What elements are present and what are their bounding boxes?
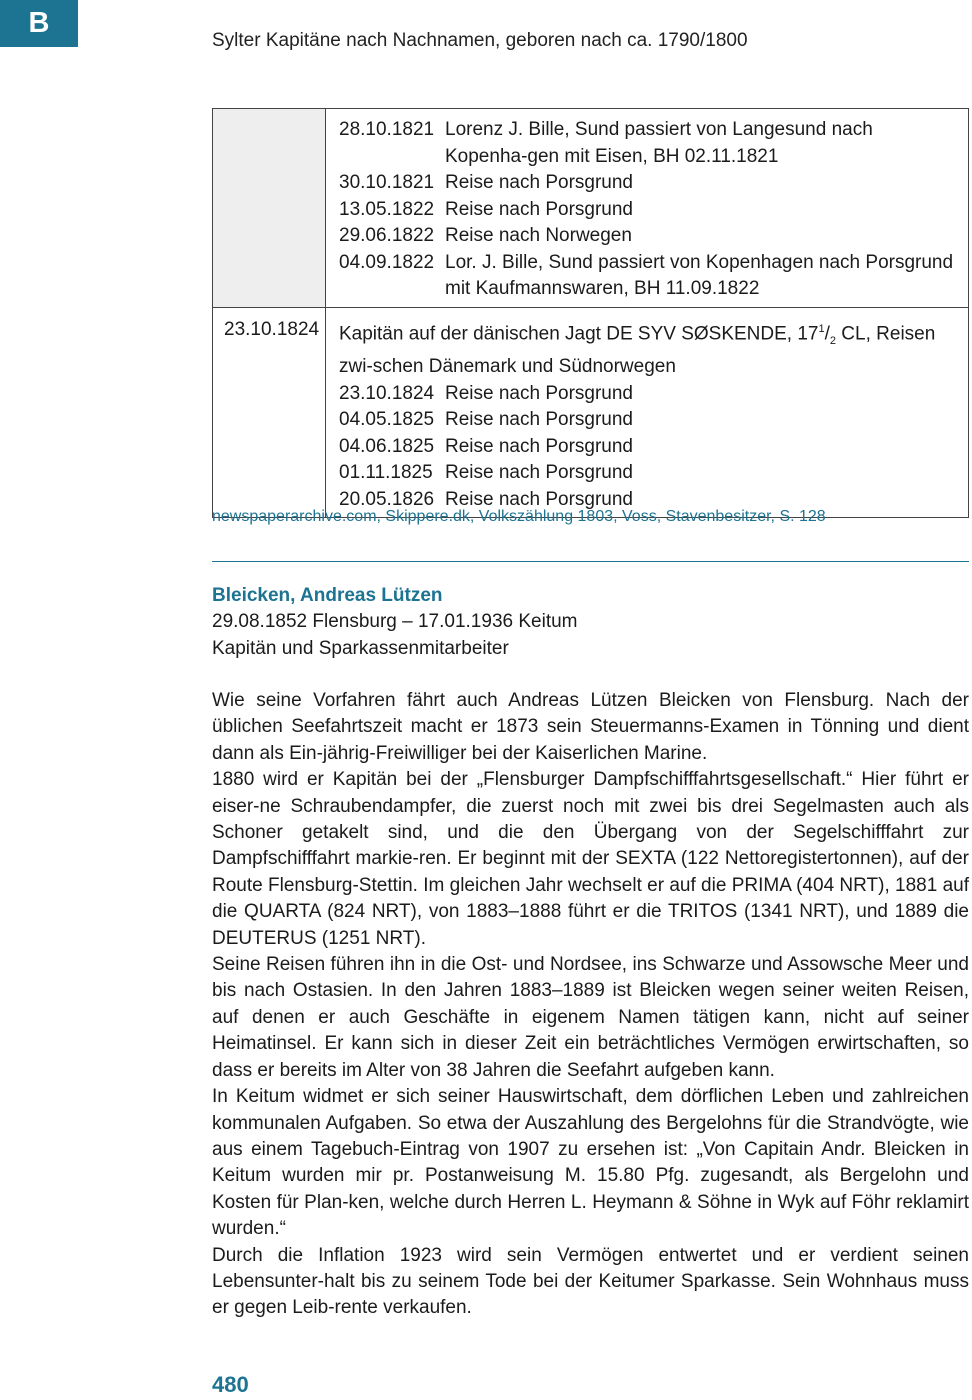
- fraction-slash: /: [824, 322, 830, 344]
- entry-date: 01.11.1825: [339, 462, 433, 484]
- voyage-entry: [339, 250, 960, 303]
- ship-description-text: Kapitän auf der dänischen Jagt DE SYV SØSKENDE, 17: [339, 322, 819, 344]
- entry-date: 04.09.1822: [339, 251, 435, 273]
- entry-text: Reise nach Porsgrund: [445, 409, 633, 431]
- voyage-table: [212, 108, 969, 518]
- voyage-entry: [339, 117, 960, 170]
- entry-text: Reise nach Porsgrund: [445, 198, 633, 220]
- person-name: Bleicken, Andreas Lützen: [212, 585, 443, 606]
- entry-date: 04.06.1825: [339, 435, 435, 457]
- entry-date: 23.10.1824: [339, 382, 435, 404]
- entry-text: Reise nach Porsgrund: [445, 488, 633, 510]
- entry-text: Reise nach Porsgrund: [445, 435, 633, 457]
- biography-paragraph: Durch die Inflation 1923 wird sein Vermögen entwertet und er verdient seinen Lebensunter-halt bis zu seinem Tode bei der Keitumer Sparkasse. Sein Wohnhaus muss er gegen Leib-rente verkaufen.: [212, 1244, 969, 1319]
- person-header: [212, 583, 969, 662]
- entry-date: 13.05.1822: [339, 198, 435, 220]
- biography: [212, 688, 969, 1322]
- entry-date: 29.06.1822: [339, 225, 435, 246]
- date-cell: [213, 307, 326, 518]
- section-divider: [212, 561, 969, 562]
- ship-description: [339, 316, 960, 381]
- biography-paragraph: 1880 wird er Kapitän bei der „Flensburger Dampfschifffahrtsgesellschaft.“ Hier führt er eiser-ne Schraubendampfer, die zuerst noch mit zwei bis drei Segelmasten auch als Schoner getakelt sind, und die den Übergang von der Segelschifffahrt zur Dampfschifffahrt markie-ren. Er beginnt mit der SEXTA (122 Nettoregistertonnen), auf der Route Flensburg-Stettin. Im gleichen Jahr wechselt er auf die PRIMA (404 NRT), 1881 auf die QUARTA (824 NRT), von 1883–1888 führt er die TRITOS (1341 NRT), und 1889 die DEUTERUS (1251 NRT).: [212, 769, 969, 949]
- entry-text: Reise nach Norwegen: [445, 225, 632, 246]
- biography-paragraph: Wie seine Vorfahren fährt auch Andreas Lützen Bleicken von Flensburg. Nach der üblichen Seefahrtszeit macht er 1873 sein Steuermanns-Examen in Tönning und dient dann als Ein-jährig-Freiwilliger bei der Kaiserlichen Marine.: [212, 690, 969, 764]
- entry-text: Reise nach Porsgrund: [445, 462, 633, 484]
- voyage-entry: [339, 407, 960, 434]
- entry-text: Reise nach Porsgrund: [445, 382, 633, 404]
- entry-date: 04.05.1825: [339, 409, 435, 431]
- page-number: 480: [212, 1372, 249, 1397]
- person-occupation: Kapitän und Sparkassenmitarbeiter: [212, 637, 509, 659]
- entry-text: Reise nach Porsgrund: [445, 172, 633, 193]
- entry-text: Lor. J. Bille, Sund passiert von Kopenhagen nach Porsgrund mit Kaufmannswaren, BH 11.09.1822: [445, 251, 954, 299]
- date-cell: [213, 109, 326, 308]
- row-date: 23.10.1824: [224, 318, 320, 340]
- section-letter-tab: B: [0, 0, 78, 47]
- entry-date: 28.10.1821: [339, 119, 435, 140]
- person-life-dates: 29.08.1852 Flensburg – 17.01.1936 Keitum: [212, 611, 578, 633]
- entry-text: Lorenz J. Bille, Sund passiert von Langesund nach Kopenha-gen mit Eisen, BH 02.11.1821: [445, 119, 873, 167]
- biography-paragraph: In Keitum widmet er sich seiner Hauswirtschaft, dem dörflichen Leben und zahlreichen kommunalen Aufgaben. So etwa der Auszahlung des Bergelohns für die Strandvögte, wie aus einem Tagebuch-Eintrag von 1907 zu ersehen ist: „Von Capitain Andr. Bleicken in Keitum wurden mir pr. Postanweisung M. 15.80 Pfg. zugesandt, als Bergelohn und Kosten für Plan-ken, welche durch Herren L. Heymann & Söhne in Wyk auf Föhr reklamirt wurden.“: [212, 1086, 969, 1240]
- sources-line: newspaperarchive.com, Skippere.dk, Volkszählung 1803, Voss, Stavenbesitzer, S. 128: [212, 508, 826, 525]
- fraction-numerator: 1: [818, 322, 825, 335]
- voyage-entry: [339, 197, 960, 224]
- running-head: Sylter Kapitäne nach Nachnamen, geboren nach ca. 1790/1800: [212, 30, 748, 51]
- table-row: [213, 109, 969, 308]
- voyage-entry: [339, 434, 960, 461]
- entry-date: 20.05.1826: [339, 488, 435, 510]
- voyage-entries-cell: [326, 109, 969, 308]
- fraction-denominator: 2: [829, 334, 837, 347]
- voyage-entry: [339, 170, 960, 197]
- voyage-entry: [339, 460, 960, 487]
- voyage-entries-cell: [326, 307, 969, 518]
- entry-date: 30.10.1821: [339, 172, 435, 193]
- voyage-entry: [339, 381, 960, 408]
- ship-description-text: CL, Reisen zwi-schen Dänemark und Südnorwegen: [339, 322, 936, 378]
- voyage-entry: [339, 223, 960, 250]
- biography-paragraph: Seine Reisen führen ihn in die Ost- und Nordsee, ins Schwarze und Assowsche Meer und bis nach Ostasien. In den Jahren 1883–1889 ist Bleicken wegen seiner weiten Reisen, auf denen er auch Geschäfte in eigenem Namen tätigen kann, nicht auf seiner Heimatinsel. Er kann sich in dieser Zeit ein beträchtliches Vermögen erwirtschaften, so dass er bereits im Alter von 38 Jahren die Seefahrt aufgeben kann.: [212, 954, 969, 1081]
- table-row: [213, 307, 969, 518]
